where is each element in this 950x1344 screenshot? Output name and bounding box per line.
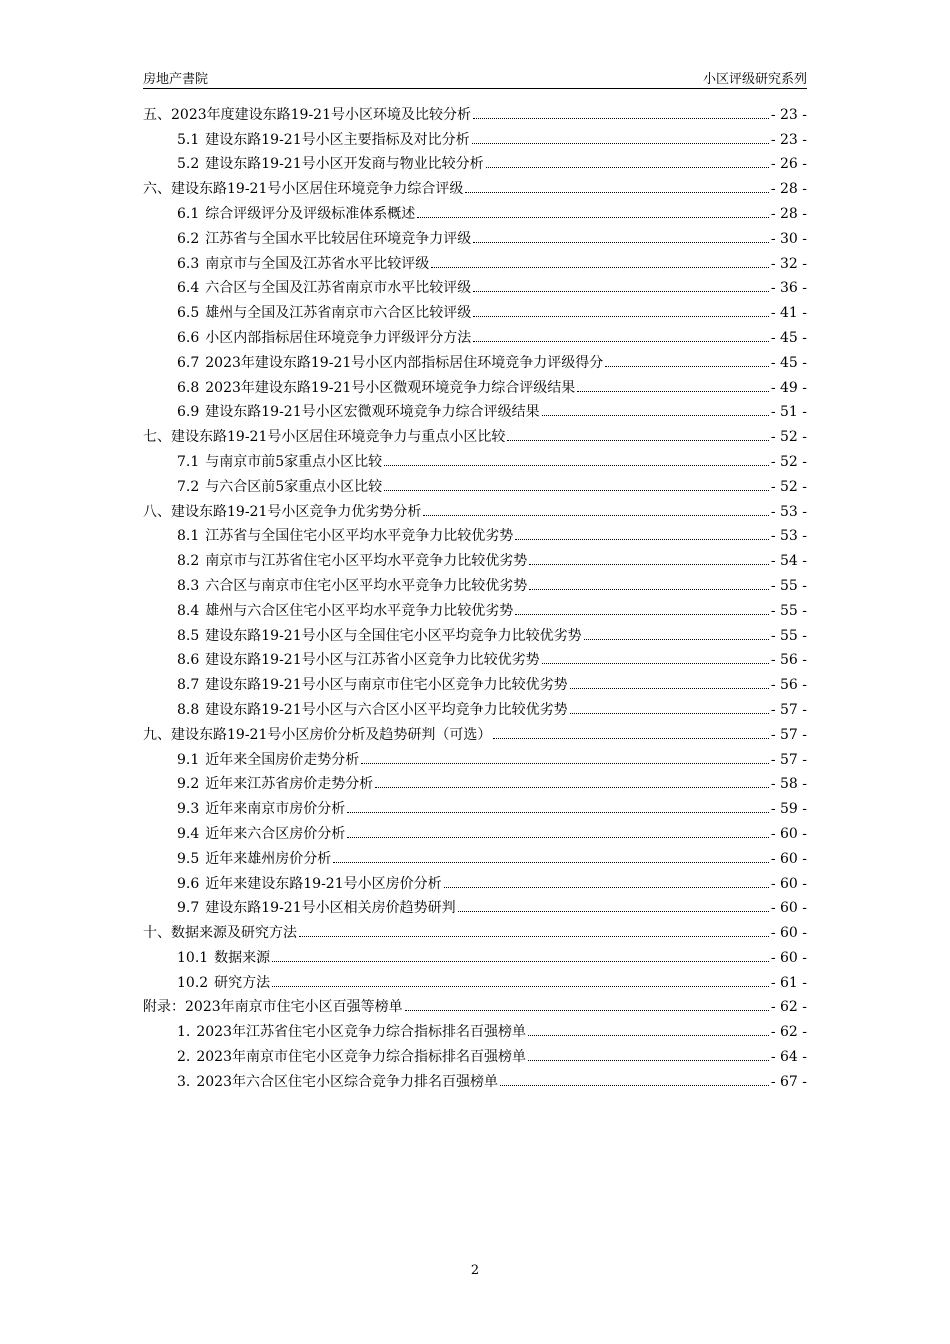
toc-dot-leader bbox=[529, 564, 769, 565]
toc-entry-title: 九、建设东路19-21号小区房价分析及趋势研判（可选） bbox=[143, 726, 492, 743]
toc-entry[interactable] bbox=[143, 347, 807, 372]
toc-dot-leader bbox=[473, 118, 769, 119]
toc-entry[interactable] bbox=[143, 868, 807, 893]
toc-entry-page: - 52 - bbox=[770, 478, 807, 495]
toc-dot-leader bbox=[347, 812, 769, 813]
toc-entry-page: - 55 - bbox=[770, 577, 807, 594]
toc-dot-leader bbox=[423, 515, 768, 516]
toc-dot-leader bbox=[507, 440, 768, 441]
toc-entry[interactable] bbox=[143, 595, 807, 620]
toc-entry-title: 近年来雄州房价分析 bbox=[205, 850, 332, 867]
toc-dot-leader bbox=[515, 539, 769, 540]
toc-dot-leader bbox=[272, 986, 769, 987]
toc-entry-page: - 67 - bbox=[770, 1073, 807, 1090]
toc-entry-title: 江苏省与全国水平比较居住环境竞争力评级 bbox=[205, 230, 472, 247]
toc-entry-title: 与六合区前5家重点小区比较 bbox=[205, 478, 383, 495]
toc-entry-number: 8.1 bbox=[177, 528, 200, 545]
toc-entry[interactable] bbox=[143, 769, 807, 794]
toc-entry-page: - 32 - bbox=[770, 255, 807, 272]
toc-entry[interactable] bbox=[143, 793, 807, 818]
toc-entry[interactable] bbox=[143, 496, 807, 521]
toc-entry-title: 附录：2023年南京市住宅小区百强等榜单 bbox=[143, 999, 403, 1016]
toc-entry-title: 与南京市前5家重点小区比较 bbox=[205, 453, 383, 470]
toc-dot-leader bbox=[584, 639, 769, 640]
toc-dot-leader bbox=[570, 713, 769, 714]
toc-entry-title: 建设东路19-21号小区与全国住宅小区平均竞争力比较优劣势 bbox=[205, 627, 582, 644]
toc-entry-page: - 55 - bbox=[770, 627, 807, 644]
toc-dot-leader bbox=[542, 663, 769, 664]
toc-entry-title: 建设东路19-21号小区与六合区小区平均竞争力比较优劣势 bbox=[205, 701, 568, 718]
toc-entry-number: 5.1 bbox=[177, 131, 200, 148]
toc-entry[interactable] bbox=[143, 669, 807, 694]
toc-entry-title: 建设东路19-21号小区开发商与物业比较分析 bbox=[205, 156, 484, 173]
toc-entry-page: - 60 - bbox=[770, 925, 807, 942]
toc-entry-number: 6.9 bbox=[177, 404, 200, 421]
toc-entry-number: 8.3 bbox=[177, 577, 200, 594]
toc-entry-title: 六合区与南京市住宅小区平均水平竞争力比较优劣势 bbox=[205, 577, 528, 594]
toc-entry-page: - 26 - bbox=[770, 156, 807, 173]
toc-dot-leader bbox=[528, 1035, 769, 1036]
toc-dot-leader bbox=[472, 143, 769, 144]
toc-entry[interactable] bbox=[143, 719, 807, 744]
toc-dot-leader bbox=[605, 366, 769, 367]
toc-entry[interactable] bbox=[143, 322, 807, 347]
toc-entry-number: 10.2 bbox=[177, 974, 209, 991]
toc-dot-leader bbox=[486, 167, 769, 168]
toc-entry[interactable] bbox=[143, 992, 807, 1017]
toc-entry[interactable] bbox=[143, 397, 807, 422]
toc-entry-page: - 53 - bbox=[770, 528, 807, 545]
toc-dot-leader bbox=[493, 738, 768, 739]
toc-entry-page: - 61 - bbox=[770, 974, 807, 991]
toc-entry[interactable] bbox=[143, 421, 807, 446]
toc-entry[interactable] bbox=[143, 471, 807, 496]
toc-entry-title: 雄州与六合区住宅小区平均水平竞争力比较优劣势 bbox=[205, 602, 514, 619]
toc-entry[interactable] bbox=[143, 173, 807, 198]
toc-entry-title: 八、建设东路19-21号小区竞争力优劣势分析 bbox=[143, 503, 422, 520]
toc-entry-title: 近年来南京市房价分析 bbox=[205, 801, 346, 818]
toc-entry-page: - 56 - bbox=[770, 677, 807, 694]
toc-entry[interactable] bbox=[143, 297, 807, 322]
toc-entry-title: 小区内部指标居住环境竞争力评级评分方法 bbox=[205, 329, 472, 346]
toc-entry-title: 2023年南京市住宅小区竞争力综合指标排名百强榜单 bbox=[196, 1049, 526, 1066]
toc-entry-number: 6.3 bbox=[177, 255, 200, 272]
page-header bbox=[143, 68, 807, 89]
toc-entry-page: - 60 - bbox=[770, 825, 807, 842]
toc-entry-title: 数据来源 bbox=[214, 949, 271, 966]
toc-entry-title: 近年来江苏省房价走势分析 bbox=[205, 776, 374, 793]
toc-dot-leader bbox=[515, 614, 769, 615]
toc-entry-page: - 54 - bbox=[770, 553, 807, 570]
toc-entry-page: - 30 - bbox=[770, 230, 807, 247]
toc-entry-page: - 36 - bbox=[770, 280, 807, 297]
toc-entry-number: 6.5 bbox=[177, 305, 200, 322]
toc-entry[interactable] bbox=[143, 942, 807, 967]
toc-entry-page: - 28 - bbox=[770, 205, 807, 222]
toc-entry-number: 9.6 bbox=[177, 875, 200, 892]
toc-entry[interactable] bbox=[143, 198, 807, 223]
toc-entry-page: - 57 - bbox=[770, 751, 807, 768]
toc-entry[interactable] bbox=[143, 694, 807, 719]
toc-entry-title: 七、建设东路19-21号小区居住环境竞争力与重点小区比较 bbox=[143, 429, 506, 446]
toc-entry-title: 综合评级评分及评级标准体系概述 bbox=[205, 205, 416, 222]
table-of-contents bbox=[143, 99, 807, 1091]
toc-dot-leader bbox=[473, 242, 769, 243]
toc-entry-page: - 58 - bbox=[770, 776, 807, 793]
toc-entry-number: 6.7 bbox=[177, 354, 200, 371]
toc-entry[interactable] bbox=[143, 521, 807, 546]
toc-entry-title: 近年来六合区房价分析 bbox=[205, 825, 346, 842]
toc-dot-leader bbox=[529, 589, 769, 590]
toc-entry-number: 9.3 bbox=[177, 801, 200, 818]
toc-entry-page: - 60 - bbox=[770, 900, 807, 917]
toc-entry-title: 研究方法 bbox=[214, 974, 271, 991]
toc-entry-page: - 28 - bbox=[770, 181, 807, 198]
toc-entry-page: - 60 - bbox=[770, 850, 807, 867]
toc-entry-number: 6.4 bbox=[177, 280, 200, 297]
toc-entry[interactable] bbox=[143, 620, 807, 645]
toc-entry-number: 5.2 bbox=[177, 156, 200, 173]
toc-entry-page: - 23 - bbox=[770, 131, 807, 148]
toc-entry[interactable] bbox=[143, 744, 807, 769]
toc-dot-leader bbox=[444, 887, 769, 888]
toc-entry[interactable] bbox=[143, 570, 807, 595]
toc-entry[interactable] bbox=[143, 1041, 807, 1066]
toc-entry-number: 9.7 bbox=[177, 900, 200, 917]
toc-dot-leader bbox=[272, 961, 769, 962]
toc-entry-number: 9.1 bbox=[177, 751, 200, 768]
toc-entry[interactable] bbox=[143, 545, 807, 570]
toc-entry-number: 7.2 bbox=[177, 478, 200, 495]
toc-entry-title: 六、建设东路19-21号小区居住环境竞争力综合评级 bbox=[143, 181, 464, 198]
toc-entry-number: 8.8 bbox=[177, 701, 200, 718]
toc-entry-title: 南京市与全国及江苏省水平比较评级 bbox=[205, 255, 430, 272]
toc-entry[interactable] bbox=[143, 917, 807, 942]
toc-entry-title: 建设东路19-21号小区与江苏省小区竞争力比较优劣势 bbox=[205, 652, 540, 669]
toc-entry-title: 2023年江苏省住宅小区竞争力综合指标排名百强榜单 bbox=[196, 1024, 526, 1041]
toc-entry-number: 3. bbox=[177, 1073, 191, 1090]
toc-entry-number: 8.7 bbox=[177, 677, 200, 694]
toc-entry[interactable] bbox=[143, 893, 807, 918]
toc-entry-page: - 45 - bbox=[770, 329, 807, 346]
toc-entry-page: - 62 - bbox=[770, 999, 807, 1016]
toc-entry[interactable] bbox=[143, 645, 807, 670]
toc-dot-leader bbox=[542, 415, 769, 416]
toc-entry-number: 8.5 bbox=[177, 627, 200, 644]
toc-entry[interactable] bbox=[143, 99, 807, 124]
toc-entry[interactable] bbox=[143, 967, 807, 992]
toc-dot-leader bbox=[375, 787, 769, 788]
toc-entry-title: 近年来全国房价走势分析 bbox=[205, 751, 360, 768]
toc-entry[interactable] bbox=[143, 446, 807, 471]
toc-dot-leader bbox=[528, 1060, 769, 1061]
toc-entry-page: - 52 - bbox=[770, 429, 807, 446]
toc-entry-title: 五、2023年度建设东路19-21号小区环境及比较分析 bbox=[143, 106, 471, 123]
toc-entry-number: 1. bbox=[177, 1024, 191, 1041]
toc-dot-leader bbox=[577, 391, 769, 392]
toc-entry-title: 建设东路19-21号小区相关房价趋势研判 bbox=[205, 900, 456, 917]
toc-dot-leader bbox=[465, 192, 768, 193]
toc-entry-page: - 55 - bbox=[770, 602, 807, 619]
toc-entry-page: - 23 - bbox=[770, 106, 807, 123]
toc-entry[interactable] bbox=[143, 1066, 807, 1091]
toc-dot-leader bbox=[431, 267, 769, 268]
toc-entry-number: 6.1 bbox=[177, 205, 200, 222]
toc-entry-number: 8.2 bbox=[177, 553, 200, 570]
toc-entry-title: 2023年建设东路19-21号小区微观环境竞争力综合评级结果 bbox=[205, 379, 576, 396]
toc-entry-page: - 49 - bbox=[770, 379, 807, 396]
toc-entry-title: 雄州与全国及江苏省南京市六合区比较评级 bbox=[205, 305, 472, 322]
toc-entry-number: 9.2 bbox=[177, 776, 200, 793]
toc-entry-title: 六合区与全国及江苏省南京市水平比较评级 bbox=[205, 280, 472, 297]
toc-dot-leader bbox=[405, 1010, 769, 1011]
toc-entry-page: - 52 - bbox=[770, 453, 807, 470]
toc-dot-leader bbox=[361, 763, 769, 764]
toc-entry[interactable] bbox=[143, 149, 807, 174]
header-publisher: 房地产書院 bbox=[143, 72, 209, 87]
toc-entry[interactable] bbox=[143, 818, 807, 843]
toc-entry-number: 6.8 bbox=[177, 379, 200, 396]
toc-entry-title: 建设东路19-21号小区主要指标及对比分析 bbox=[205, 131, 470, 148]
toc-dot-leader bbox=[299, 936, 769, 937]
toc-entry-page: - 51 - bbox=[770, 404, 807, 421]
toc-entry-page: - 41 - bbox=[770, 305, 807, 322]
toc-dot-leader bbox=[384, 490, 769, 491]
header-series-title: 小区评级研究系列 bbox=[702, 72, 807, 87]
toc-entry-title: 建设东路19-21号小区宏微观环境竞争力综合评级结果 bbox=[205, 404, 540, 421]
toc-entry-number: 2. bbox=[177, 1049, 191, 1066]
toc-entry-page: - 60 - bbox=[770, 949, 807, 966]
toc-entry-title: 2023年建设东路19-21号小区内部指标居住环境竞争力评级得分 bbox=[205, 354, 604, 371]
toc-entry-title: 江苏省与全国住宅小区平均水平竞争力比较优劣势 bbox=[205, 528, 514, 545]
toc-entry-page: - 60 - bbox=[770, 875, 807, 892]
page-number: 2 bbox=[470, 1263, 480, 1278]
toc-entry-title: 建设东路19-21号小区与南京市住宅小区竞争力比较优劣势 bbox=[205, 677, 568, 694]
toc-dot-leader bbox=[473, 316, 769, 317]
toc-entry-number: 7.1 bbox=[177, 453, 200, 470]
toc-entry-page: - 53 - bbox=[770, 503, 807, 520]
toc-entry[interactable] bbox=[143, 843, 807, 868]
toc-entry-number: 6.6 bbox=[177, 329, 200, 346]
toc-entry-number: 8.4 bbox=[177, 602, 200, 619]
toc-dot-leader bbox=[384, 465, 769, 466]
toc-dot-leader bbox=[473, 291, 769, 292]
toc-entry-number: 9.5 bbox=[177, 850, 200, 867]
toc-entry[interactable] bbox=[143, 248, 807, 273]
toc-entry-number: 9.4 bbox=[177, 825, 200, 842]
toc-entry-page: - 57 - bbox=[770, 701, 807, 718]
toc-entry-title: 十、数据来源及研究方法 bbox=[143, 925, 297, 942]
toc-entry-number: 6.2 bbox=[177, 230, 200, 247]
toc-dot-leader bbox=[473, 341, 769, 342]
toc-entry[interactable] bbox=[143, 1016, 807, 1041]
toc-entry-number: 8.6 bbox=[177, 652, 200, 669]
toc-entry-page: - 56 - bbox=[770, 652, 807, 669]
toc-dot-leader bbox=[417, 217, 769, 218]
toc-dot-leader bbox=[570, 688, 769, 689]
toc-entry[interactable] bbox=[143, 124, 807, 149]
toc-dot-leader bbox=[347, 837, 769, 838]
toc-entry-page: - 62 - bbox=[770, 1024, 807, 1041]
toc-entry-page: - 59 - bbox=[770, 801, 807, 818]
toc-entry-number: 10.1 bbox=[177, 949, 209, 966]
toc-entry-title: 南京市与江苏省住宅小区平均水平竞争力比较优劣势 bbox=[205, 553, 528, 570]
toc-entry[interactable] bbox=[143, 372, 807, 397]
toc-dot-leader bbox=[333, 862, 769, 863]
toc-entry-page: - 64 - bbox=[770, 1049, 807, 1066]
toc-entry-page: - 57 - bbox=[770, 726, 807, 743]
toc-entry[interactable] bbox=[143, 223, 807, 248]
toc-entry[interactable] bbox=[143, 273, 807, 298]
toc-entry-page: - 45 - bbox=[770, 354, 807, 371]
toc-entry-title: 近年来建设东路19-21号小区房价分析 bbox=[205, 875, 442, 892]
toc-dot-leader bbox=[458, 911, 769, 912]
toc-entry-title: 2023年六合区住宅小区综合竞争力排名百强榜单 bbox=[196, 1073, 498, 1090]
toc-dot-leader bbox=[500, 1085, 769, 1086]
